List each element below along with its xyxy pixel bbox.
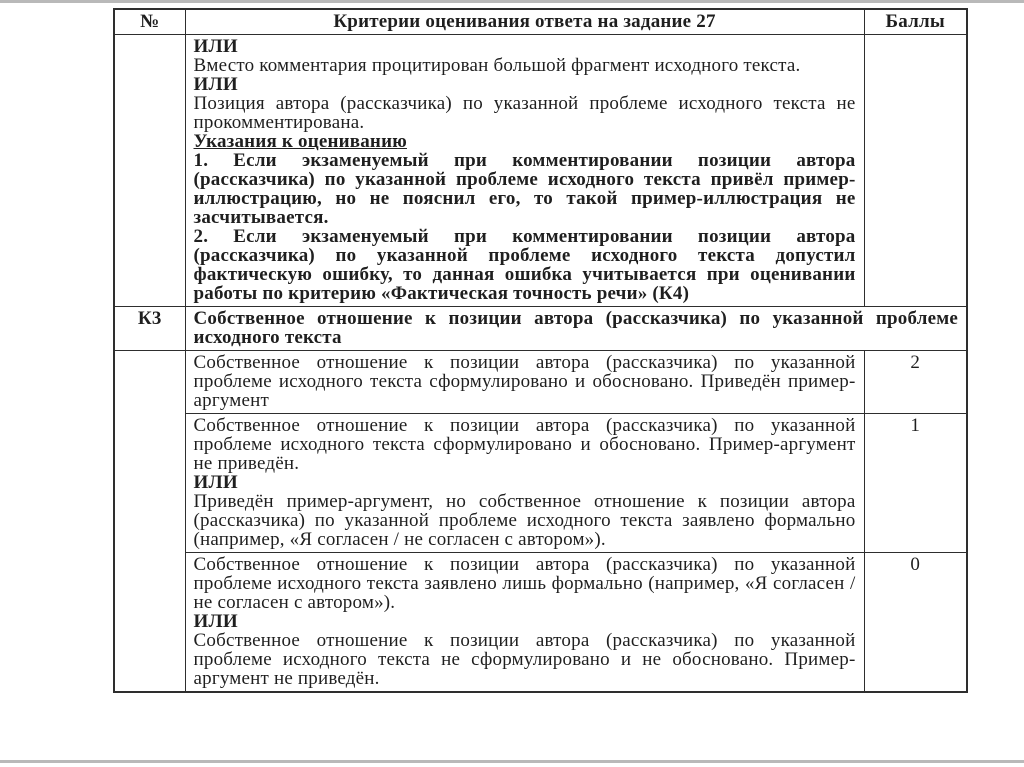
guidance-item-2: 2. Если экзаменуемый при комментировании позиции автора (рассказчика) по указанной проблеме исходного текста допустил фактическую ошибку, то данная ошибка учитывается при оценивании работы по критерию «Фактическая точность речи» (К4) <box>193 226 856 304</box>
or-block-text-cell <box>185 35 864 307</box>
score-1-text-cell <box>185 414 864 553</box>
score-0-or-label: ИЛИ <box>193 611 238 632</box>
header-num: № <box>114 9 185 35</box>
or2-label: ИЛИ <box>193 74 238 95</box>
or-block-points-cell <box>864 35 967 307</box>
k3-title-cell <box>185 307 967 351</box>
header-criteria: Критерии оценивания ответа на задание 27 <box>185 9 864 35</box>
score-0-points: 0 <box>864 553 967 693</box>
or-block-row <box>114 35 967 307</box>
k3-id-cell: К3 <box>114 307 185 351</box>
score-0-text-2: Собственное отношение к позиции автора (рассказчика) по указанной проблеме исходного текста не сформулировано и не обосновано. Пример-аргумент не приведён. <box>193 630 856 689</box>
top-divider <box>0 0 1024 3</box>
header-points: Баллы <box>864 9 967 35</box>
or1-label: ИЛИ <box>193 36 238 57</box>
score-2-text-cell <box>185 351 864 414</box>
or-block-num-cell <box>114 35 185 307</box>
score-0-text-1: Собственное отношение к позиции автора (рассказчика) по указанной проблеме исходного текста заявлено лишь формально (например, «Я согласен / не согласен с автором»). <box>193 554 856 613</box>
score-2-text: Собственное отношение к позиции автора (рассказчика) по указанной проблеме исходного текста сформулировано и обосновано. Приведён пример-аргумент <box>193 352 856 411</box>
table-header-row <box>114 9 967 35</box>
guidance-title: Указания к оцениванию <box>193 131 407 152</box>
score-1-row <box>114 414 967 553</box>
score-1-points: 1 <box>864 414 967 553</box>
score-1-text-2: Приведён пример-аргумент, но собственное отношение к позиции автора (рассказчика) по указанной проблеме исходного текста заявлено формально (например, «Я согласен / не согласен с автором»). <box>193 491 856 550</box>
or2-text: Позиция автора (рассказчика) по указанной проблеме исходного текста не прокомментирована. <box>193 93 856 133</box>
score-2-points: 2 <box>864 351 967 414</box>
score-2-row <box>114 351 967 414</box>
score-0-row <box>114 553 967 693</box>
or1-text: Вместо комментария процитирован большой фрагмент исходного текста. <box>193 55 801 76</box>
k3-title-text: Собственное отношение к позиции автора (рассказчика) по указанной проблеме исходного текста <box>193 308 958 348</box>
score-1-text-1: Собственное отношение к позиции автора (рассказчика) по указанной проблеме исходного текста сформулировано и обосновано. Пример-аргумент не приведён. <box>193 415 856 474</box>
k3-scores-num-cell <box>114 351 185 693</box>
guidance-item-1: 1. Если экзаменуемый при комментировании позиции автора (рассказчика) по указанной проблеме исходного текста привёл пример-иллюстрацию, но не пояснил его, то такой пример-иллюстрация не засчитывается. <box>193 150 856 228</box>
k3-header-row <box>114 307 967 351</box>
score-0-text-cell <box>185 553 864 693</box>
score-1-or-label: ИЛИ <box>193 472 238 493</box>
criteria-table <box>113 8 968 693</box>
bottom-divider <box>0 760 1024 763</box>
